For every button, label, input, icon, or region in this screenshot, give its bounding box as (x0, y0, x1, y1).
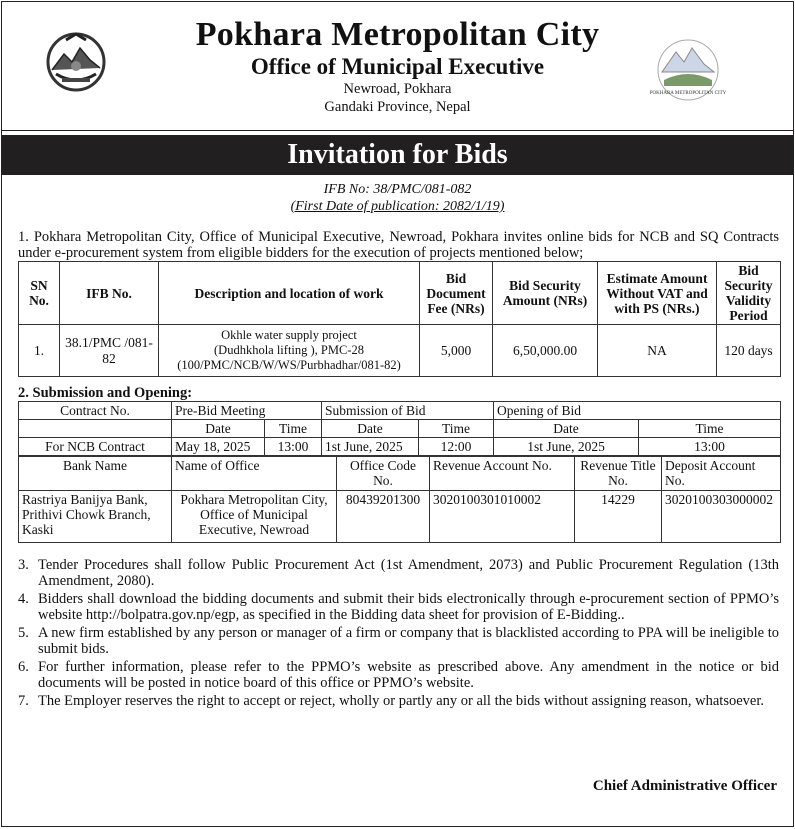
description-line-1: Okhle water supply project (221, 328, 357, 342)
conditions-list (2, 557, 793, 709)
office-code-header: Office Code No. (337, 457, 430, 491)
open-date-header: Date (494, 420, 639, 438)
table-row (19, 325, 781, 377)
ifb-block (2, 181, 793, 215)
pokhara-logo-lettering: POKHARA METROPOLITAN CITY (650, 91, 726, 96)
cell-ifb: 38.1/PMC /081-82 (60, 325, 159, 377)
col-sn: SN No. (19, 262, 60, 325)
intro-paragraph: 1. Pokhara Metropolitan City, Office of Municipal Executive, Newroad, Pokhara invites online bids for NCB and SQ Contracts under e-procurement system from eligible bidders for the execution of projects mentioned below; (18, 229, 779, 261)
revenue-title-header: Revenue Title No. (575, 457, 662, 491)
prebid-header: Pre-Bid Meeting (172, 402, 322, 420)
schedule-subheader-row (19, 420, 781, 438)
revenue-account: 3020100301010002 (430, 491, 575, 543)
cell-fee: 5,000 (420, 325, 493, 377)
bank-name-header: Bank Name (19, 457, 172, 491)
bids-table (18, 261, 781, 377)
address-line-1: Newroad, Pokhara (343, 81, 452, 97)
schedule-table (18, 401, 781, 456)
revenue-title: 14229 (575, 491, 662, 543)
deposit-account: 3020100303000002 (662, 491, 781, 543)
col-ifb: IFB No. (60, 262, 159, 325)
list-item: 6. For further information, please refer to the PPMO’s website as prescribed above. Any amendment in the notice or bid documents will be posted in notice board of this office or PPMO’s website. (18, 659, 779, 691)
header (2, 2, 793, 131)
deposit-account-header: Deposit Account No. (662, 457, 781, 491)
cell-estimate: NA (598, 325, 717, 377)
bank-table (18, 456, 781, 543)
nepal-emblem-logo (44, 30, 108, 94)
sub-date: 1st June, 2025 (322, 438, 419, 456)
list-item: 5. A new firm established by any person or manager of a firm or company that is blacklisted according to PPA will be ineligible to submit bids. (18, 625, 779, 657)
list-item: 3. Tender Procedures shall follow Public Procurement Act (1st Amendment, 2073) and Public Procurement Regulation (13th Amendment, 2080). (18, 557, 779, 589)
empty-cell (19, 420, 172, 438)
col-fee: Bid Document Fee (NRs) (420, 262, 493, 325)
sub-time: 12:00 (419, 438, 494, 456)
office-name: Pokhara Metropolitan City, Office of Municipal Executive, Newroad (172, 491, 337, 543)
description-line-2: (Dudhkhola lifting ), PMC-28 (214, 343, 364, 357)
contract-cell: For NCB Contract (19, 438, 172, 456)
office-name-header: Name of Office (172, 457, 337, 491)
bids-table-header (19, 262, 781, 325)
office-subtitle: Office of Municipal Executive (250, 54, 545, 79)
office-code: 80439201300 (337, 491, 430, 543)
col-security: Bid Security Amount (NRs) (493, 262, 598, 325)
open-time: 13:00 (639, 438, 781, 456)
address-line-2: Gandaki Province, Nepal (324, 99, 471, 115)
prebid-time-header: Time (265, 420, 322, 438)
cell-description (159, 325, 420, 377)
revenue-account-header: Revenue Account No. (430, 457, 575, 491)
col-estimate: Estimate Amount Without VAT and with PS (NRs.) (598, 262, 717, 325)
notice-page (1, 1, 794, 827)
sub-time-header: Time (419, 420, 494, 438)
section-2-heading: 2. Submission and Opening: (18, 385, 193, 401)
table-row (19, 438, 781, 456)
prebid-date: May 18, 2025 (172, 438, 265, 456)
schedule-group-row (19, 402, 781, 420)
bank-name: Rastriya Banijya Bank, Prithivi Chowk Branch, Kaski (19, 491, 172, 543)
table-row (19, 491, 781, 543)
opening-header: Opening of Bid (494, 402, 781, 420)
prebid-time: 13:00 (265, 438, 322, 456)
description-line-3: (100/PMC/NCB/W/WS/Purbhadhar/081-82) (177, 358, 401, 372)
cell-security: 6,50,000.00 (493, 325, 598, 377)
contract-no-header: Contract No. (19, 402, 172, 420)
cell-validity: 120 days (717, 325, 781, 377)
list-item: 4. Bidders shall download the bidding documents and submit their bids electronically through e-procurement section of PPMO’s website http://bolpatra.gov.np/egp, as specified in the Bidding data sheet for provision of E-Bidding.. (18, 591, 779, 623)
invitation-banner: Invitation for Bids (2, 135, 793, 175)
office-title: Pokhara Metropolitan City (195, 16, 600, 53)
cell-sn: 1. (19, 325, 60, 377)
prebid-date-header: Date (172, 420, 265, 438)
open-time-header: Time (639, 420, 781, 438)
col-validity: Bid Security Validity Period (717, 262, 781, 325)
list-item: 7. The Employer reserves the right to accept or reject, wholly or partly any or all the bids without assigning reason, whatsoever. (18, 693, 764, 709)
ifb-number: IFB No: 38/PMC/081-082 (323, 182, 472, 197)
submission-header: Submission of Bid (322, 402, 494, 420)
open-date: 1st June, 2025 (494, 438, 639, 456)
col-description: Description and location of work (159, 262, 420, 325)
bank-header-row (19, 457, 781, 491)
signature: Chief Administrative Officer (592, 778, 777, 794)
sub-date-header: Date (322, 420, 419, 438)
pokhara-city-logo (650, 38, 726, 106)
publication-date: (First Date of publication: 2082/1/19) (290, 199, 505, 214)
